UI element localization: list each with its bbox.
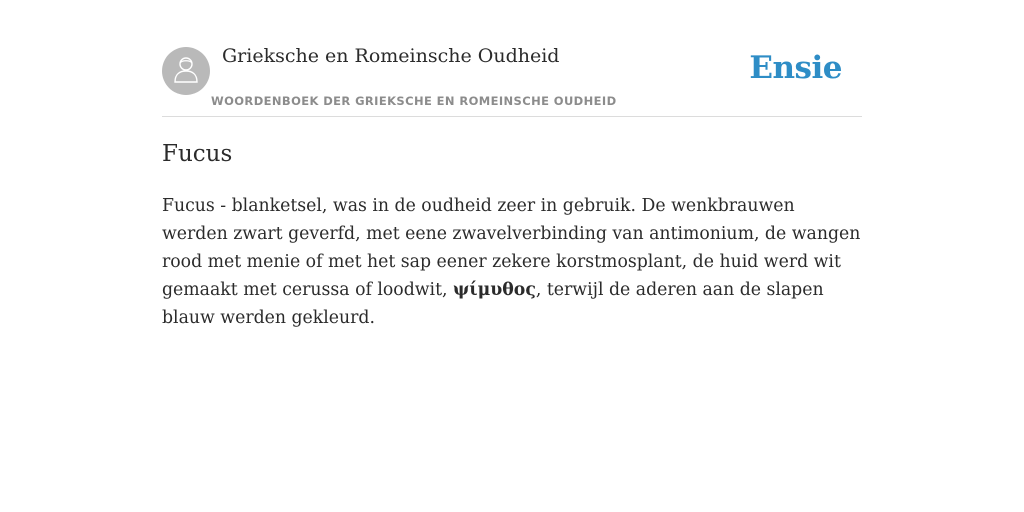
- header: [162, 0, 862, 117]
- entry-body-text-start: Fucus - blanketsel, was in de oudheid zeer in gebruik. De wenkbrauwen werden zwart geverfd, met eene zwavelverbinding van antimonium, de wangen rood met menie of met het sap eener zekere korstmosplant, de huid werd wit gemaakt met cerussa of loodwit,: [162, 196, 861, 300]
- entry-body-text-end: , terwijl de aderen aan de slapen blauw werden gekleurd.: [162, 280, 824, 328]
- ensie-logo-link[interactable]: Ensie: [749, 50, 842, 86]
- entry-title: Fucus: [162, 141, 233, 167]
- greek-term: ψίμυθος: [453, 280, 536, 300]
- source-title[interactable]: Grieksche en Romeinsche Oudheid: [222, 45, 560, 67]
- source-subtitle: WOORDENBOEK DER GRIEKSCHE EN ROMEINSCHE OUDHEID: [211, 94, 617, 108]
- entry-body: [162, 192, 862, 332]
- content-container: [162, 0, 862, 328]
- user-icon: [173, 55, 199, 88]
- source-avatar[interactable]: [162, 47, 210, 95]
